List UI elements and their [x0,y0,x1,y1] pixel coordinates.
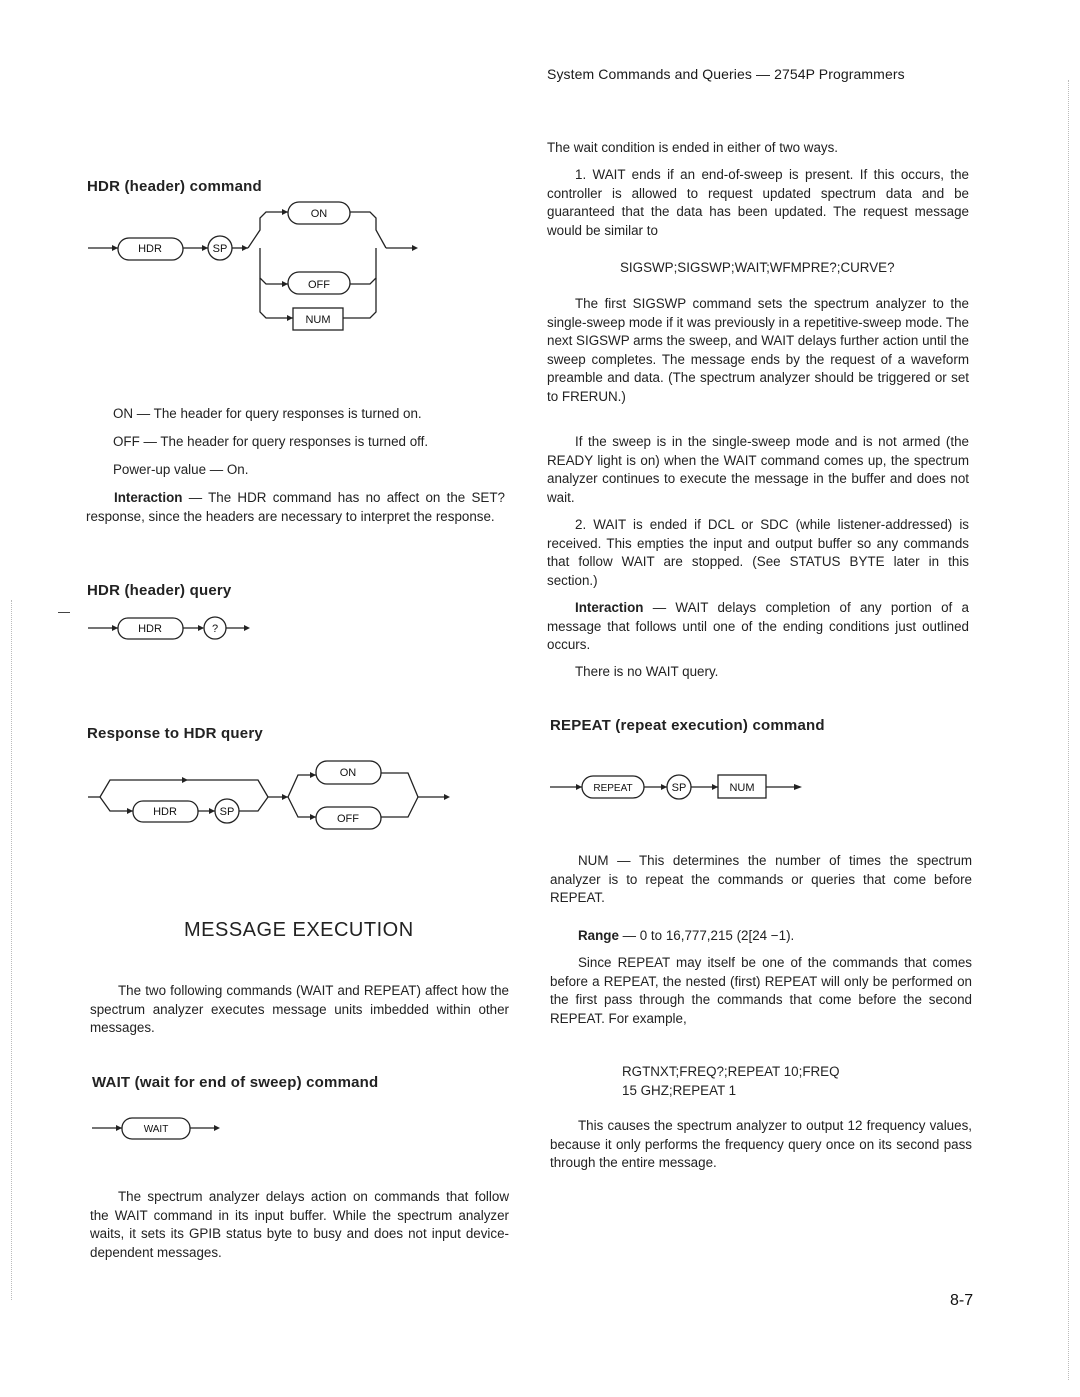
repeat-nested-description: Since REPEAT may itself be one of the commands that comes before a REPEAT, the nested (first) REPEAT will only be performed on the first pass through the commands that come before the second REPEAT. For example, [550,955,972,1026]
repeat-range [578,927,978,946]
hdr-powerup-value: Power-up value — On. [113,462,249,477]
diagram-argument: NUM [729,782,755,794]
diagram-option-on: ON [310,208,328,220]
diagram-symbol: ? [211,623,219,635]
hdr-query-title: HDR (header) query [87,582,232,599]
diagram-keyword: REPEAT [593,783,633,794]
range-text: — 0 to 16,777,215 (2[24 −1). [618,928,795,943]
no-wait-query: There is no WAIT query. [575,664,719,679]
repeat-result-description: This causes the spectrum analyzer to output 12 frequency values, because it only performs the frequency query once on its second pass through the entire message. [550,1118,972,1170]
diagram-keyword: HDR [138,623,162,635]
wait-description: The spectrum analyzer delays action on commands that follow the WAIT command in its input buffer. While the spectrum analyzer waits, it sets its GPIB status byte to busy and does not input device-dependent messages. [90,1189,509,1260]
margin-mark [58,612,70,613]
repeat-syntax-diagram [550,772,810,804]
hdr-command-syntax-diagram [88,200,428,340]
section-intro: The two following commands (WAIT and REPEAT) affect how the spectrum analyzer executes message units imbedded within other messages. [90,983,509,1035]
section-title: MESSAGE EXECUTION [184,919,414,941]
hdr-off-description: OFF — The header for query responses is turned off. [113,434,429,449]
interaction-text: — WAIT delays completion of any portion of a message that follows until one of the ending conditions just outlined occurs. [547,600,969,652]
wait-interaction [547,599,969,655]
diagram-option-off: OFF [308,279,330,291]
wait-syntax-diagram [92,1115,232,1145]
hdr-command-title: HDR (header) command [87,178,262,195]
diagram-separator: SP [212,243,228,255]
running-header: System Commands and Queries — 2754P Programmers [547,66,905,82]
hdr-response-title: Response to HDR query [87,725,263,742]
single-sweep-note: If the sweep is in the single-sweep mode and is not armed (the READY light is on) when the WAIT command comes up, the spectrum analyzer continues to execute the message in the buffer and does not wait. [547,434,969,505]
page-number: 8-7 [950,1292,974,1309]
repeat-command-title: REPEAT (repeat execution) command [550,717,825,734]
diagram-option-num: NUM [305,314,331,326]
hdr-interaction [86,489,505,526]
interaction-label: Interaction [575,600,644,615]
repeat-example-line-2: 15 GHZ;REPEAT 1 [622,1083,737,1098]
diagram-separator: SP [671,782,687,794]
repeat-num-description: NUM — This determines the number of times the spectrum analyzer is to repeat the commands or queries that come before REPEAT. [550,853,972,905]
diagram-keyword: WAIT [143,1124,169,1135]
diagram-option-on: ON [339,767,357,779]
hdr-response-syntax-diagram [88,755,468,835]
wait-end-item-2: 2. WAIT is ended if DCL or SDC (while listener-addressed) is received. This empties the input and output buffer so any commands that follow WAIT are stopped. (See STATUS BYTE later in this section.) [547,517,969,588]
diagram-option-off: OFF [337,813,359,825]
sigswp-explanation: The first SIGSWP command sets the spectrum analyzer to the single-sweep mode if it was previously in a repetitive-sweep mode. The next SIGSWP arms the sweep, and WAIT delays further action until the sweep completes. The message ends by the request of a waveform preamble and data. (The spectrum analyzer should be triggered or set to FRERUN.) [547,296,969,404]
repeat-example-line-1: RGTNXT;FREQ?;REPEAT 10;FREQ [622,1064,840,1079]
wait-end-item-1: 1. WAIT ends if an end-of-sweep is present. If this occurs, the controller is allowed to request updated spectrum data and be guaranteed that the data has been updated. The request message would be similar to [547,167,969,238]
diagram-keyword: HDR [153,806,177,818]
diagram-keyword: HDR [138,243,162,255]
interaction-label: Interaction [114,490,183,505]
hdr-on-description: ON — The header for query responses is turned on. [113,406,422,421]
wait-end-intro: The wait condition is ended in either of two ways. [547,140,839,155]
range-label: Range [578,928,619,943]
scan-edge-right [1068,80,1069,1380]
example-sigswp: SIGSWP;SIGSWP;WAIT;WFMPRE?;CURVE? [620,260,895,275]
wait-command-title: WAIT (wait for end of sweep) command [92,1074,379,1091]
hdr-query-syntax-diagram [88,615,268,645]
interaction-text: — The HDR command has no affect on the SET? response, since the headers are necessary to interpret the response. [86,490,505,524]
diagram-separator: SP [219,806,235,818]
scan-edge-left [11,600,12,1300]
